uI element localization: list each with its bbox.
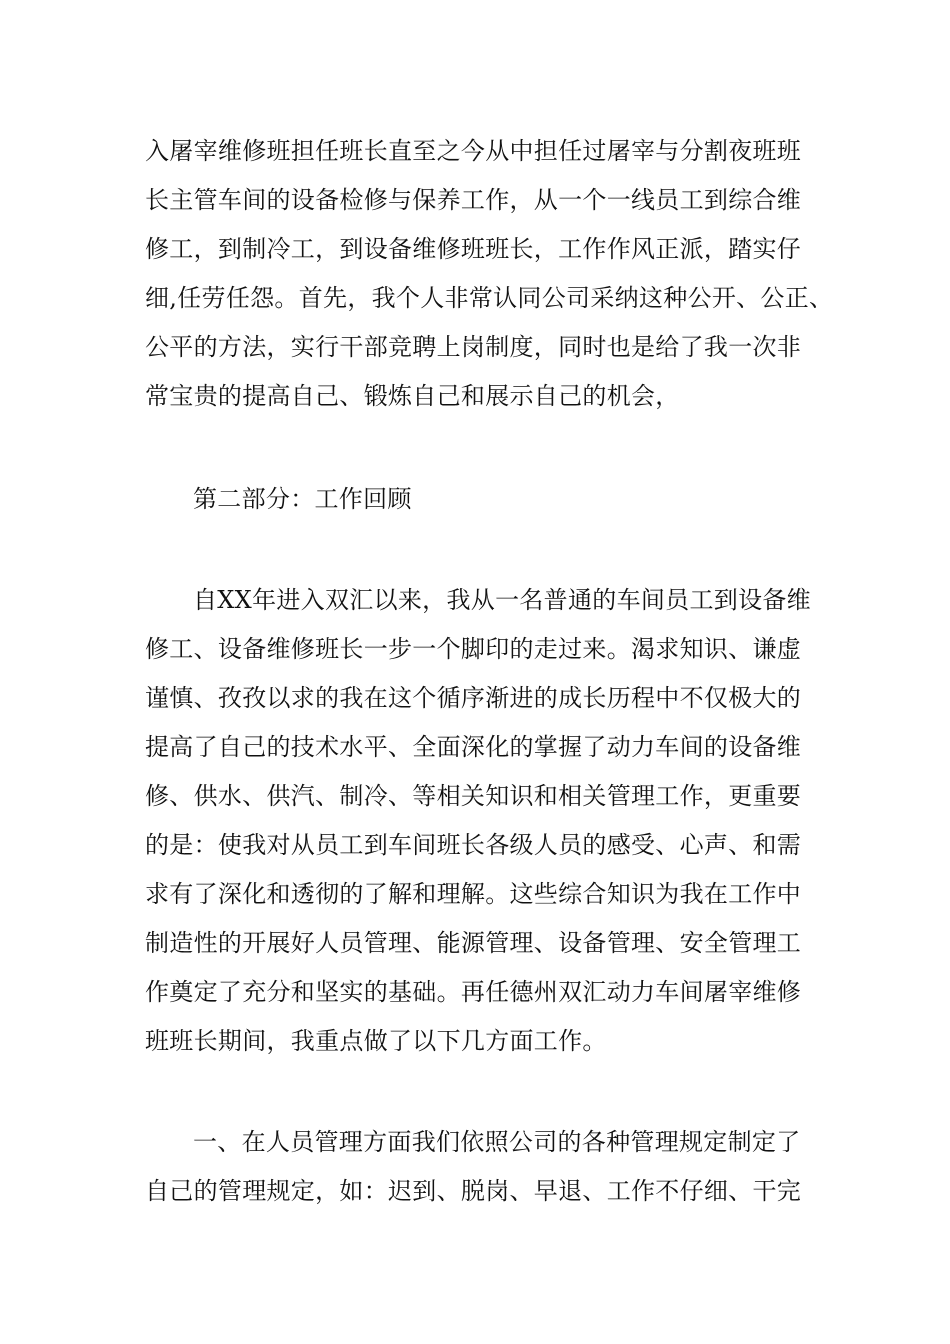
section-heading: 第二部分：工作回顾 <box>193 485 412 513</box>
paragraph-2-line-2: 修工、设备维修班长一步一个脚印的走过来。渴求知识、谦虚 <box>145 635 802 663</box>
paragraph-1-line-4: 细,任劳任怨。首先，我个人非常认同公司采纳这种公开、公正、 <box>145 284 834 312</box>
paragraph-2-line-6: 的是：使我对从员工到车间班长各级人员的感受、心声、和需 <box>145 831 802 859</box>
paragraph-2-line-5: 修、供水、供汽、制冷、等相关知识和相关管理工作，更重要 <box>145 782 802 810</box>
paragraph-2-line-10: 班班长期间，我重点做了以下几方面工作。 <box>145 1027 607 1055</box>
paragraph-1-line-1: 入屠宰维修班担任班长直至之今从中担任过屠宰与分割夜班班 <box>145 137 802 165</box>
paragraph-1-line-3: 修工，到制冷工，到设备维修班班长，工作作风正派，踏实仔 <box>145 235 802 263</box>
paragraph-1-line-2: 长主管车间的设备检修与保养工作，从一个一线员工到综合维 <box>145 186 802 214</box>
paragraph-1-line-6: 常宝贵的提高自己、锻炼自己和展示自己的机会， <box>145 382 680 410</box>
paragraph-1-line-5: 公平的方法，实行干部竞聘上岗制度，同时也是给了我一次非 <box>145 333 802 361</box>
paragraph-3-line-2: 自己的管理规定，如：迟到、脱岗、早退、工作不仔细、干完 <box>145 1177 802 1205</box>
paragraph-2-line-7: 求有了深化和透彻的了解和理解。这些综合知识为我在工作中 <box>145 880 802 908</box>
paragraph-2-line-3: 谨慎、孜孜以求的我在这个循序渐进的成长历程中不仅极大的 <box>145 684 802 712</box>
paragraph-2-line-9: 作奠定了充分和坚实的基础。再任德州双汇动力车间屠宰维修 <box>145 978 802 1006</box>
paragraph-3-line-1: 一、在人员管理方面我们依照公司的各种管理规定制定了 <box>193 1128 801 1156</box>
paragraph-2-line-1: 自XX年进入双汇以来，我从一名普通的车间员工到设备维 <box>193 586 811 614</box>
paragraph-2-line-8: 制造性的开展好人员管理、能源管理、设备管理、安全管理工 <box>145 929 802 957</box>
paragraph-2-line-4: 提高了自己的技术水平、全面深化的掌握了动力车间的设备维 <box>145 733 802 761</box>
